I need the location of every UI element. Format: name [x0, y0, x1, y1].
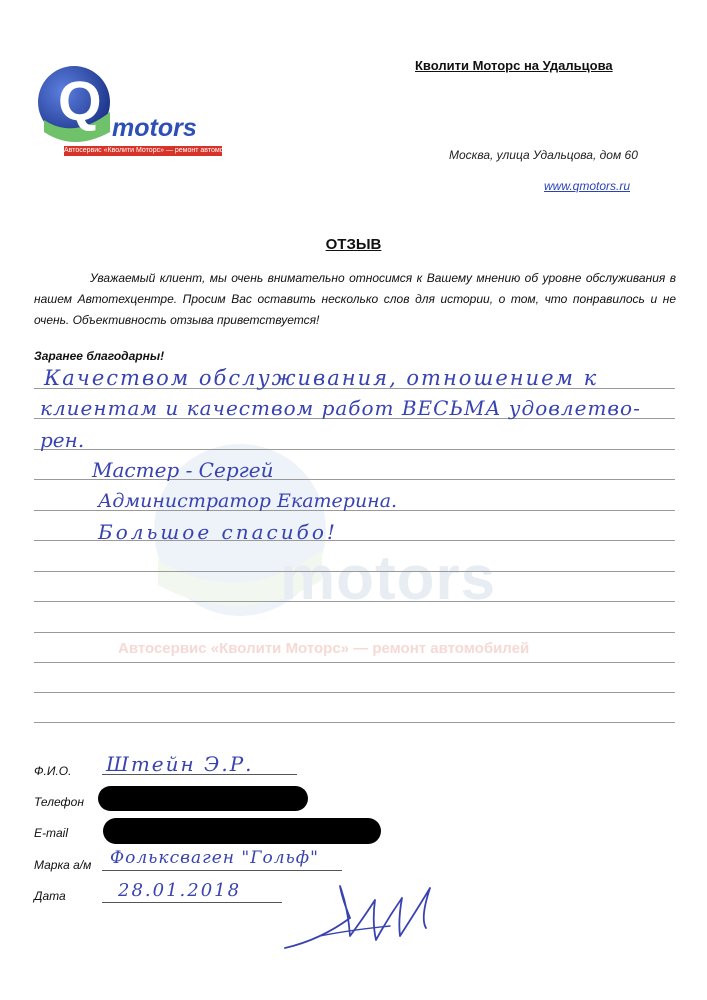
date-underline [102, 902, 282, 903]
phone-label: Телефон [34, 795, 84, 809]
review-line-6: Большое спасибо! [98, 520, 338, 544]
ruled-line [34, 571, 675, 572]
company-name: Кволити Моторс на Удальцова [415, 58, 613, 73]
company-logo [34, 62, 244, 162]
signature-graphic [280, 878, 450, 958]
logo-letter: Q [58, 69, 102, 132]
company-address: Москва, улица Удальцова, дом 60 [449, 148, 638, 162]
email-label: E-mail [34, 826, 69, 840]
review-line-5: Администратор Екатерина. [98, 490, 398, 512]
name-label: Ф.И.О. [34, 764, 72, 778]
phone-redacted [98, 786, 308, 811]
form-title: ОТЗЫВ [325, 236, 382, 253]
car-label: Марка а/м [34, 858, 92, 872]
ruled-line [34, 632, 675, 633]
form-intro: Уважаемый клиент, мы очень внимательно относимся к Вашему мнению об уровне обслуживания в нашем Автотехцентре. Просим Вас оставить несколько слов для истории, о том, что понравилось и не очень. Объективность отзыва приветствуется! [34, 271, 676, 327]
logo-tagline: Автосервис «Кволити Моторс» — ремонт автомобилей [64, 147, 244, 154]
date-label: Дата [34, 889, 66, 903]
review-line-4: Мастер - Сергей [92, 458, 274, 482]
car-value: Фольксваген "Гольф" [110, 848, 319, 868]
review-line-2: клиентам и качеством работ ВЕСЬМА удовлетво- [40, 396, 641, 420]
ruled-line [34, 692, 675, 693]
watermark-strip: Автосервис «Кволити Моторс» — ремонт автомобилей [118, 640, 530, 657]
logo-tagline-strip [64, 146, 244, 156]
company-website-link[interactable]: www.qmotors.ru [544, 179, 631, 193]
form-thanks: Заранее благодарны! [34, 349, 165, 363]
watermark-word: motors [280, 544, 497, 613]
ruled-line [34, 601, 675, 602]
car-underline [102, 870, 342, 871]
ruled-line [34, 449, 675, 450]
email-redacted [103, 818, 381, 844]
ruled-line [34, 662, 675, 663]
date-value: 28.01.2018 [118, 880, 242, 901]
name-value: Штейн Э.Р. [106, 752, 254, 776]
review-line-3: рен. [40, 428, 85, 452]
ruled-line [34, 722, 675, 723]
logo-word: motors [112, 114, 197, 142]
review-line-1: Качеством обслуживания, отношением к [44, 366, 599, 390]
